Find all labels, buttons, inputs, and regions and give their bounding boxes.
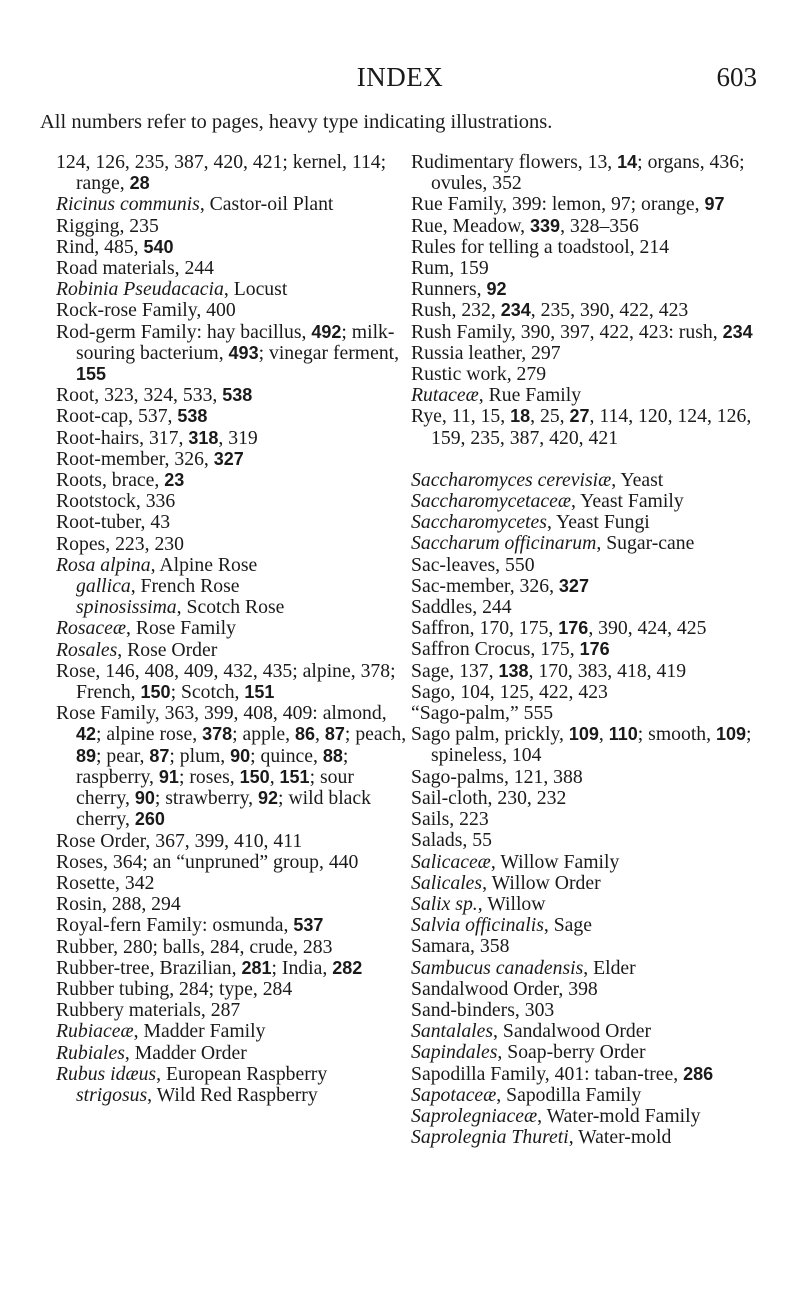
index-entry: [411, 194, 781, 215]
index-entry: [56, 449, 411, 470]
entry-text: Rock-rose Family, 400: [56, 299, 236, 322]
entry-text: , Willow: [477, 892, 546, 915]
entry-text: Rudimentary flowers, 13,: [411, 151, 618, 173]
entry-text: Sago palm, prickly,: [411, 723, 569, 746]
entry-text: Sago-palms, 121, 388: [411, 765, 583, 788]
illustration-page-ref: 234: [500, 300, 531, 321]
index-entry: [56, 894, 411, 915]
index-entry: [411, 682, 781, 703]
index-entry: [56, 958, 411, 979]
entry-text: ; milk-souring bacterium,: [76, 320, 395, 364]
index-entry: [411, 258, 781, 279]
entry-text: ; raspberry,: [76, 744, 349, 788]
entry-text: , Willow Order: [482, 871, 601, 894]
illustration-page-ref: 87: [324, 724, 345, 745]
index-entry: [411, 936, 781, 957]
latin-name: Sambucus canadensis: [411, 956, 584, 979]
index-entry: [411, 809, 781, 830]
index-entry: [56, 1085, 411, 1106]
latin-name: Ricinus communis: [56, 193, 200, 216]
entry-text: ; alpine rose,: [96, 723, 203, 746]
entry-text: ; strawberry,: [154, 787, 259, 810]
entry-text: , Soap-berry Order: [497, 1041, 646, 1064]
index-entry: [411, 597, 781, 618]
entry-text: Sago, 104, 125, 422, 423: [411, 680, 608, 703]
index-entry: [56, 618, 411, 639]
illustration-page-ref: 42: [76, 724, 97, 745]
index-entry: [56, 491, 411, 512]
entry-text: Rush Family, 390, 397, 422, 423: rush,: [411, 320, 723, 343]
index-entry: [56, 1064, 411, 1085]
latin-name: Rubiaceæ: [56, 1020, 134, 1043]
index-entry: [411, 788, 781, 809]
entry-text: , Yeast Fungi: [546, 511, 650, 534]
illustration-page-ref: 176: [558, 618, 589, 639]
index-entry: [56, 194, 411, 215]
index-entry: [56, 406, 411, 427]
entry-text: ; organs, 436; ovules, 352: [431, 151, 745, 195]
index-entry: [411, 533, 781, 554]
latin-name: Saprolegnia Thureti: [411, 1126, 569, 1149]
entry-text: ; pear,: [96, 744, 150, 767]
illustration-page-ref: 378: [202, 724, 233, 745]
entry-text: ; wild black cherry,: [76, 787, 371, 831]
illustration-page-ref: 91: [158, 766, 179, 787]
entry-text: , 114, 120, 124, 126, 159, 235, 387, 420, 421: [431, 405, 752, 449]
latin-name: Salicaceæ: [411, 850, 491, 873]
index-entry: [411, 958, 781, 979]
illustration-page-ref: 151: [279, 766, 310, 787]
latin-name: Sapindales: [411, 1041, 498, 1064]
entry-text: Runners,: [411, 278, 487, 301]
illustration-page-ref: 150: [239, 766, 270, 787]
entry-text: Rue, Meadow,: [411, 214, 531, 237]
entry-text: Rubber tubing, 284; type, 284: [56, 977, 293, 1000]
index-entry: [411, 300, 781, 321]
illustration-page-ref: 27: [569, 406, 590, 427]
entry-text: ; India,: [271, 956, 333, 979]
illustration-page-ref: 286: [683, 1063, 714, 1084]
index-entry: [56, 852, 411, 873]
index-entry: [56, 258, 411, 279]
index-entry: [411, 724, 781, 766]
index-note: All numbers refer to pages, heavy type indicating illustrations.: [40, 111, 553, 133]
index-entry: [56, 937, 411, 958]
entry-text: , Sapodilla Family: [496, 1083, 642, 1106]
entry-text: Salads, 55: [411, 829, 492, 852]
entry-text: ; quince,: [250, 744, 323, 767]
illustration-page-ref: 92: [258, 788, 279, 809]
illustration-page-ref: 155: [76, 364, 107, 385]
illustration-page-ref: 282: [332, 957, 363, 978]
index-entry: [411, 216, 781, 237]
entry-text: Rules for telling a toadstool, 214: [411, 235, 670, 258]
entry-text: , 25,: [530, 405, 570, 428]
illustration-page-ref: 538: [177, 406, 208, 427]
entry-text: Samara, 358: [411, 935, 510, 958]
entry-text: Rubbery materials, 287: [56, 999, 241, 1022]
entry-text: , Willow Family: [490, 850, 620, 873]
illustration-page-ref: 86: [295, 724, 316, 745]
index-entry: [411, 1127, 781, 1148]
index-entry: [56, 512, 411, 533]
index-entry: [411, 491, 781, 512]
entry-text: Sapodilla Family, 401: taban-tree,: [411, 1062, 684, 1085]
latin-name: Salix sp.: [411, 892, 478, 915]
index-entry: [56, 555, 411, 576]
entry-text: , Rue Family: [478, 384, 582, 407]
entry-text: Rigging, 235: [56, 214, 159, 237]
entry-text: Rustic work, 279: [411, 363, 547, 386]
illustration-page-ref: 234: [722, 321, 753, 342]
entry-text: , Rose Family: [125, 617, 236, 640]
entry-text: , Elder: [583, 956, 636, 979]
entry-text: Sage, 137,: [411, 659, 499, 682]
entry-text: Rum, 159: [411, 257, 489, 280]
illustration-page-ref: 89: [76, 745, 97, 766]
entry-text: ; Scotch,: [170, 681, 245, 704]
entry-text: Rind, 485,: [56, 235, 144, 258]
entry-text: , Scotch Rose: [176, 596, 285, 619]
index-entry: [56, 597, 411, 618]
entry-text: , 235, 390, 422, 423: [530, 299, 689, 322]
entry-text: Sandalwood Order, 398: [411, 977, 598, 1000]
illustration-page-ref: 492: [311, 321, 342, 342]
entry-text: ; roses,: [178, 765, 240, 788]
entry-text: Rush, 232,: [411, 299, 501, 322]
illustration-page-ref: 92: [486, 279, 507, 300]
entry-text: Root, 323, 324, 533,: [56, 384, 223, 407]
latin-name: Saprolegniaceæ: [411, 1104, 538, 1127]
illustration-page-ref: 90: [134, 788, 155, 809]
illustration-page-ref: 88: [322, 745, 343, 766]
entry-text: Saffron Crocus, 175,: [411, 638, 580, 661]
index-entry: [411, 639, 781, 660]
illustration-page-ref: 138: [498, 660, 529, 681]
entry-text: , Yeast Family: [570, 490, 684, 513]
index-entry: [411, 873, 781, 894]
latin-name: gallica: [76, 575, 131, 598]
entry-text: Road materials, 244: [56, 257, 215, 280]
entry-text: , Wild Red Raspberry: [147, 1083, 318, 1106]
illustration-page-ref: 281: [241, 957, 272, 978]
index-column-right: [411, 152, 781, 1148]
latin-name: Santalales: [411, 1020, 494, 1043]
entry-text: ; apple,: [232, 723, 296, 746]
illustration-page-ref: 28: [129, 173, 150, 194]
index-entry: [411, 279, 781, 300]
entry-text: Rosin, 288, 294: [56, 893, 181, 916]
entry-text: Rod-germ Family: hay bacillus,: [56, 320, 312, 343]
index-entry: [56, 979, 411, 1000]
index-entry: [411, 979, 781, 1000]
entry-text: , European Raspberry: [156, 1062, 328, 1085]
illustration-page-ref: 97: [704, 194, 725, 215]
illustration-page-ref: 151: [244, 682, 275, 703]
illustration-page-ref: 538: [222, 385, 253, 406]
entry-text: Rye, 11, 15,: [411, 405, 511, 428]
index-entry: [56, 322, 411, 386]
illustration-page-ref: 18: [510, 406, 531, 427]
entry-text: , 328–356: [560, 214, 639, 237]
index-entry: [56, 300, 411, 321]
index-entry: [411, 237, 781, 258]
illustration-page-ref: 150: [140, 682, 171, 703]
index-column-left: [56, 152, 411, 1106]
latin-name: Saccharomyces cerevisiæ: [411, 468, 612, 491]
index-entry: [411, 703, 781, 724]
index-entry: [411, 661, 781, 682]
index-entry: [411, 1106, 781, 1127]
index-entry: [411, 385, 781, 406]
entry-text: ,: [269, 765, 280, 788]
entry-text: , 170, 383, 418, 419: [528, 659, 687, 682]
entry-text: Rose Family, 363, 399, 408, 409: almond,: [56, 702, 387, 725]
entry-text: , Water-mold: [568, 1126, 672, 1149]
entry-text: , French Rose: [130, 575, 240, 598]
index-entry: [56, 661, 411, 703]
index-entry: [56, 534, 411, 555]
index-entry: [56, 1000, 411, 1021]
entry-text: ,: [315, 723, 325, 746]
latin-name: spinosissima: [76, 596, 177, 619]
entry-text: 124, 126, 235, 387, 420, 421; kernel, 114; range,: [56, 151, 387, 195]
entry-text: , Sugar-cane: [596, 532, 695, 555]
latin-name: Saccharomycetes: [411, 511, 547, 534]
latin-name: Rosales: [56, 638, 118, 661]
index-entry: [56, 873, 411, 894]
illustration-page-ref: 537: [293, 915, 324, 936]
entry-text: , Madder Order: [124, 1041, 247, 1064]
index-entry: [56, 216, 411, 237]
entry-text: ; smooth,: [637, 723, 716, 746]
entry-text: , Sandalwood Order: [493, 1020, 652, 1043]
index-entry: [56, 1043, 411, 1064]
entry-text: Rue Family, 399: lemon, 97; orange,: [411, 193, 705, 216]
latin-name: Robinia Pseudacacia: [56, 278, 224, 301]
index-entry: [56, 152, 411, 194]
illustration-page-ref: 493: [228, 342, 259, 363]
latin-name: Rosaceæ: [56, 617, 126, 640]
latin-name: Rubus idæus: [56, 1062, 157, 1085]
index-entry: [56, 576, 411, 597]
entry-text: , 390, 424, 425: [588, 617, 707, 640]
entry-text: Rubber, 280; balls, 284, crude, 283: [56, 935, 333, 958]
index-entry: [56, 428, 411, 449]
index-entry: [56, 470, 411, 491]
index-entry: [56, 237, 411, 258]
illustration-page-ref: 540: [143, 236, 174, 257]
index-entry: [56, 640, 411, 661]
illustration-page-ref: 260: [134, 809, 165, 830]
illustration-page-ref: 176: [579, 639, 610, 660]
entry-text: Royal-fern Family: osmunda,: [56, 914, 294, 937]
entry-text: ; spineless, 104: [431, 723, 752, 767]
entry-text: Sac-leaves, 550: [411, 553, 535, 576]
illustration-page-ref: 327: [558, 575, 589, 596]
entry-text: ; sour cherry,: [76, 765, 354, 810]
latin-name: Salicales: [411, 871, 483, 894]
latin-name: Salvia officinalis: [411, 914, 544, 937]
entry-text: ; peach,: [344, 723, 407, 746]
entry-text: Sand-binders, 303: [411, 998, 555, 1021]
index-entry: [411, 1042, 781, 1063]
latin-name: Rutaceæ: [411, 384, 479, 407]
index-entry: [56, 279, 411, 300]
index-entry: [411, 618, 781, 639]
illustration-page-ref: 87: [149, 745, 170, 766]
entry-text: Root-cap, 537,: [56, 405, 178, 428]
illustration-page-ref: 339: [530, 215, 561, 236]
entry-text: ,: [598, 723, 609, 746]
index-entry: [56, 703, 411, 830]
index-entry: [411, 343, 781, 364]
index-entry: [411, 152, 781, 194]
entry-text: Rose Order, 367, 399, 410, 411: [56, 829, 303, 852]
illustration-page-ref: 109: [568, 724, 599, 745]
entry-text: , Yeast: [611, 468, 664, 491]
index-entry: [411, 1085, 781, 1106]
illustration-page-ref: 109: [716, 724, 747, 745]
illustration-page-ref: 327: [213, 448, 244, 469]
entry-text: Sails, 223: [411, 808, 489, 831]
entry-text: , Locust: [223, 278, 288, 301]
entry-text: ; plum,: [169, 744, 231, 767]
entry-text: , Castor-oil Plant: [199, 193, 334, 216]
latin-name: Saccharomycetaceæ: [411, 490, 571, 513]
index-entry: [411, 364, 781, 385]
entry-text: Ropes, 223, 230: [56, 532, 184, 555]
entry-text: Russia leather, 297: [411, 341, 561, 364]
index-entry: [56, 1021, 411, 1042]
entry-text: Rubber-tree, Brazilian,: [56, 956, 242, 979]
illustration-page-ref: 14: [617, 152, 638, 172]
entry-text: Sail-cloth, 230, 232: [411, 786, 567, 809]
index-entry: [411, 322, 781, 343]
illustration-page-ref: 110: [608, 724, 638, 745]
entry-text: Root-member, 326,: [56, 447, 214, 470]
latin-name: strigosus: [76, 1083, 148, 1106]
entry-text: , Madder Family: [133, 1020, 266, 1043]
index-entry: [411, 576, 781, 597]
index-entry: [56, 915, 411, 936]
entry-text: , 319: [218, 426, 258, 449]
latin-name: Rosa alpina: [56, 553, 151, 576]
page-header: [0, 62, 800, 102]
entry-text: Roses, 364; an “unpruned” group, 440: [56, 850, 359, 873]
index-entry: [411, 767, 781, 788]
index-entry: [411, 894, 781, 915]
index-entry: [411, 1000, 781, 1021]
illustration-page-ref: 90: [230, 745, 251, 766]
entry-text: , Alpine Rose: [150, 553, 258, 576]
entry-text: Root-tuber, 43: [56, 511, 171, 534]
illustration-page-ref: 318: [188, 427, 219, 448]
entry-text: Rootstock, 336: [56, 490, 176, 513]
index-entry: [411, 555, 781, 576]
index-entry: [411, 1021, 781, 1042]
index-entry: [411, 915, 781, 936]
entry-text: Sac-member, 326,: [411, 574, 559, 597]
entry-text: “Sago-palm,” 555: [411, 702, 554, 725]
page-number: 603: [716, 62, 757, 92]
entry-text: , Sage: [543, 914, 593, 937]
index-entry: [56, 831, 411, 852]
index-entry: [411, 852, 781, 873]
entry-text: Roots, brace,: [56, 469, 165, 492]
latin-name: Sapotaceæ: [411, 1083, 497, 1106]
index-entry: [411, 512, 781, 533]
index-entry: [411, 1064, 781, 1085]
entry-text: Saffron, 170, 175,: [411, 617, 559, 640]
entry-text: Rose, 146, 408, 409, 432, 435; alpine, 378; French,: [56, 659, 396, 704]
entry-text: Rosette, 342: [56, 871, 155, 894]
index-entry: [411, 830, 781, 851]
entry-text: ; vinegar ferment,: [258, 341, 400, 364]
latin-name: Saccharum officinarum: [411, 532, 597, 555]
latin-name: Rubiales: [56, 1041, 125, 1064]
index-entry: [411, 406, 781, 448]
index-entry: [411, 470, 781, 491]
entry-text: Saddles, 244: [411, 596, 512, 619]
entry-text: Root-hairs, 317,: [56, 426, 189, 449]
page-title: INDEX: [356, 62, 444, 92]
illustration-page-ref: 23: [164, 470, 185, 491]
entry-text: , Rose Order: [117, 638, 218, 661]
index-entry: [56, 385, 411, 406]
entry-text: , Water-mold Family: [537, 1104, 701, 1127]
